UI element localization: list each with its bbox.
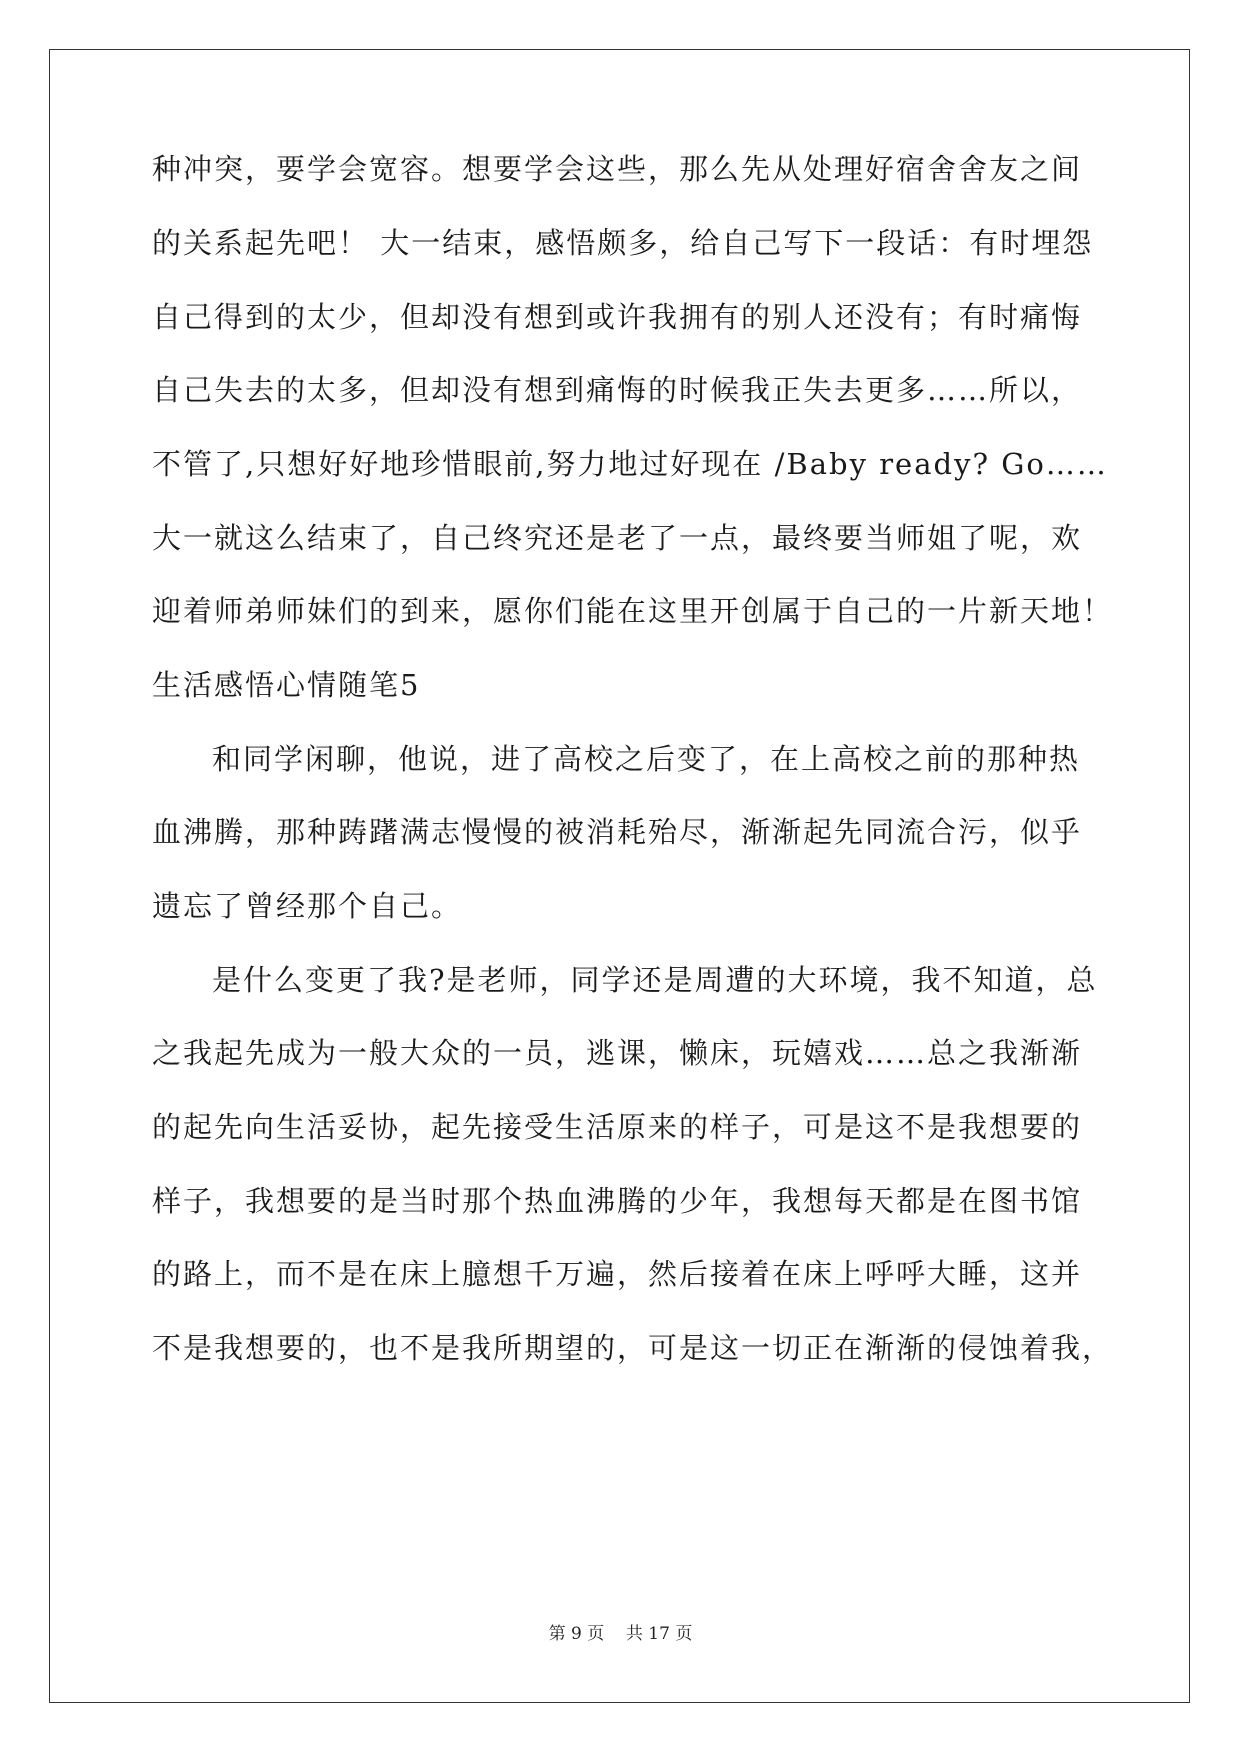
text-line: 血沸腾，那种踌躇满志慢慢的被消耗殆尽，渐渐起先同流合污，似乎 bbox=[152, 815, 1083, 849]
page-total: 共 17 页 bbox=[625, 1624, 693, 1644]
text-line: 大一就这么结束了，自己终究还是老了一点，最终要当师姐了呢，欢 bbox=[152, 521, 1083, 555]
page-footer bbox=[0, 1622, 1241, 1646]
text-line: 的路上，而不是在床上臆想千万遍，然后接着在床上呼呼大睡，这并 bbox=[152, 1257, 1083, 1291]
text-line: 不是我想要的，也不是我所期望的，可是这一切正在渐渐的侵蚀着我， bbox=[152, 1331, 1114, 1365]
text-line: 自己失去的太多，但却没有想到痛悔的时候我正失去更多……所以， bbox=[152, 373, 1083, 407]
page-number: 第 9 页 bbox=[548, 1624, 605, 1644]
text-line: 自己得到的太少，但却没有想到或许我拥有的别人还没有；有时痛悔 bbox=[152, 300, 1083, 334]
text-line: 的关系起先吧！ 大一结束，感悟颇多，给自己写下一段话：有时埋怨 bbox=[152, 226, 1094, 260]
text-line: 之我起先成为一般大众的一员，逃课，懒床，玩嬉戏……总之我渐渐 bbox=[152, 1036, 1083, 1070]
text-line: 不管了,只想好好地珍惜眼前,努力地过好现在 /Baby ready? Go…… bbox=[152, 447, 1108, 481]
text-line: 遗忘了曾经那个自己。 bbox=[152, 889, 463, 923]
text-line: 迎着师弟师妹们的到来，愿你们能在这里开创属于自己的一片新天地！ bbox=[152, 594, 1114, 628]
text-line: 的起先向生活妥协，起先接受生活原来的样子，可是这不是我想要的 bbox=[152, 1110, 1083, 1144]
text-line: 种冲突，要学会宽容。想要学会这些，那么先从处理好宿舍舍友之间 bbox=[152, 152, 1083, 186]
paragraph-start-line: 是什么变更了我?是老师，同学还是周遭的大环境，我不知道，总 bbox=[212, 963, 1098, 997]
paragraph-start-line: 和同学闲聊，他说，进了高校之后变了，在上高校之前的那种热 bbox=[212, 742, 1081, 776]
section-heading: 生活感悟心情随笔5 bbox=[152, 668, 421, 702]
text-line: 样子，我想要的是当时那个热血沸腾的少年，我想每天都是在图书馆 bbox=[152, 1184, 1083, 1218]
